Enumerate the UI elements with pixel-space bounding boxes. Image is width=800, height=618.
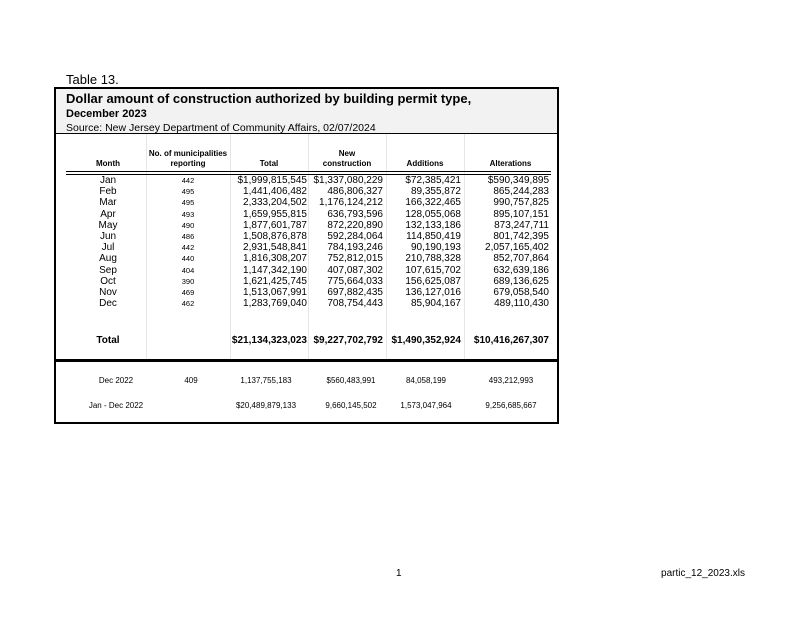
additions-cell: 114,850,419 xyxy=(406,231,461,242)
new-construction-cell: 872,220,890 xyxy=(327,219,383,231)
municipalities-cell: 490 xyxy=(181,220,195,230)
col-header-alterations: Alterations xyxy=(489,159,532,168)
comparison-row: Jan - Dec 2022 $20,489,879,133 9,660,145,502 1,573,047,964 9,256,685,667 xyxy=(88,401,537,410)
municipalities-cell: 442 xyxy=(181,176,195,185)
table-row xyxy=(56,197,557,208)
new-construction-cell: 708,754,443 xyxy=(327,298,383,310)
month-cell: Jun xyxy=(99,231,117,242)
additions-cell: 128,055,068 xyxy=(405,208,461,220)
table-number: Table 13. xyxy=(66,72,119,87)
month-cell: Nov xyxy=(99,287,117,298)
file-name: partic_12_2023.xls xyxy=(661,568,745,579)
additions-cell: 156,625,087 xyxy=(405,275,461,287)
total-cell: 1,441,406,482 xyxy=(243,186,307,198)
new-construction-cell: 486,806,327 xyxy=(327,186,383,198)
new-construction-cell: 592,284,064 xyxy=(327,231,383,242)
total-cell: 1,513,067,991 xyxy=(243,287,307,298)
col-header-month: Month xyxy=(96,159,120,168)
total-additions: $1,490,352,924 xyxy=(391,335,461,346)
alterations-cell: 865,244,283 xyxy=(493,186,549,198)
table-row xyxy=(56,175,557,186)
additions-cell: 90,190,193 xyxy=(410,242,461,254)
new-construction-cell: 407,087,302 xyxy=(327,264,383,276)
month-cell: Oct xyxy=(100,275,116,287)
new-construction-cell: 1,176,124,212 xyxy=(319,197,383,209)
table-row xyxy=(56,209,557,220)
municipalities-cell: 390 xyxy=(181,276,195,286)
month-cell: Sep xyxy=(99,264,117,276)
new-construction-cell: 636,793,596 xyxy=(327,208,383,220)
col-header-municipalities: No. of municipalities reporting xyxy=(148,149,228,168)
total-alterations: $10,416,267,307 xyxy=(473,335,549,346)
additions-cell: 136,127,016 xyxy=(405,287,461,298)
table-row xyxy=(56,287,557,298)
new-construction-cell: 752,812,015 xyxy=(327,253,383,265)
total-cell: 1,816,308,207 xyxy=(243,253,307,265)
municipalities-cell: 495 xyxy=(181,187,195,197)
total-cell: 1,877,601,787 xyxy=(243,219,307,231)
table-row xyxy=(56,276,557,287)
alterations-cell: 489,110,430 xyxy=(494,298,549,310)
total-cell: 2,333,204,502 xyxy=(243,197,307,209)
municipalities-cell: 486 xyxy=(181,232,195,241)
col-header-additions: Additions xyxy=(406,159,444,168)
total-total: $21,134,323,023 xyxy=(231,335,307,346)
additions-cell: $72,385,421 xyxy=(405,175,461,186)
col-header-total: Total xyxy=(259,159,279,168)
month-cell: Aug xyxy=(99,253,117,265)
alterations-cell: $590,349,895 xyxy=(487,175,549,186)
total-row xyxy=(56,335,557,346)
alterations-cell: 895,107,151 xyxy=(493,208,549,220)
total-label: Total xyxy=(96,335,120,346)
alterations-cell: 679,058,540 xyxy=(493,287,549,298)
month-cell: Apr xyxy=(100,208,116,220)
month-cell: Mar xyxy=(99,197,117,209)
table-row xyxy=(56,253,557,264)
new-construction-cell: 784,193,246 xyxy=(327,242,383,254)
table-row xyxy=(56,265,557,276)
alterations-cell: 689,136,625 xyxy=(493,275,549,287)
month-cell: Jul xyxy=(101,242,115,254)
col-header-new-construction: New construction xyxy=(322,149,372,168)
data-grid xyxy=(56,134,557,361)
total-cell: 1,621,425,745 xyxy=(243,275,307,287)
table-header xyxy=(56,89,557,134)
additions-cell: 210,788,328 xyxy=(405,253,461,265)
total-cell: $1,999,815,545 xyxy=(237,175,307,186)
new-construction-cell: 775,664,033 xyxy=(327,275,383,287)
additions-cell: 166,322,465 xyxy=(405,197,461,209)
additions-cell: 107,615,702 xyxy=(405,264,461,276)
table-subtitle: December 2023 xyxy=(66,108,147,120)
municipalities-cell: 404 xyxy=(181,265,195,275)
municipalities-cell: 493 xyxy=(181,209,195,219)
alterations-cell: 2,057,165,402 xyxy=(485,242,549,254)
municipalities-cell: 495 xyxy=(181,198,195,208)
municipalities-cell: 469 xyxy=(181,288,195,297)
additions-cell: 85,904,167 xyxy=(410,298,461,310)
total-cell: 1,147,342,190 xyxy=(243,264,307,276)
month-cell: Dec xyxy=(99,298,117,310)
month-cell: Feb xyxy=(99,186,117,198)
alterations-cell: 990,757,825 xyxy=(493,197,549,209)
table-row xyxy=(56,242,557,253)
month-cell: May xyxy=(98,219,118,231)
additions-cell: 132,133,186 xyxy=(405,219,461,231)
alterations-cell: 632,639,186 xyxy=(493,264,549,276)
table-row xyxy=(56,298,557,309)
total-cell: 1,659,955,815 xyxy=(243,208,307,220)
table-row xyxy=(56,186,557,197)
month-cell: Jan xyxy=(99,175,117,186)
table-row xyxy=(56,220,557,231)
municipalities-cell: 442 xyxy=(181,243,195,253)
new-construction-cell: 697,882,435 xyxy=(327,287,383,298)
total-cell: 1,283,769,040 xyxy=(243,298,307,310)
table-row xyxy=(56,231,557,242)
comparison-row: Dec 2022 409 1,137,755,183 $560,483,991 84,058,199 493,212,993 xyxy=(98,376,534,385)
additions-cell: 89,355,872 xyxy=(410,186,461,198)
total-cell: 2,931,548,841 xyxy=(243,242,307,254)
alterations-cell: 801,742,395 xyxy=(493,231,549,242)
alterations-cell: 873,247,711 xyxy=(494,219,549,231)
table-title: Dollar amount of construction authorized by building permit type, xyxy=(66,91,472,106)
new-construction-cell: $1,337,080,229 xyxy=(313,175,383,186)
municipalities-cell: 440 xyxy=(181,254,195,264)
section-divider xyxy=(56,359,557,362)
municipalities-cell: 462 xyxy=(181,299,195,309)
table-source: Source: New Jersey Department of Community Affairs, 02/07/2024 xyxy=(66,122,376,134)
table-frame xyxy=(54,87,559,424)
page-number: 1 xyxy=(396,568,402,579)
alterations-cell: 852,707,864 xyxy=(493,253,549,265)
total-new: $9,227,702,792 xyxy=(313,335,383,346)
total-cell: 1,508,876,878 xyxy=(243,231,307,242)
